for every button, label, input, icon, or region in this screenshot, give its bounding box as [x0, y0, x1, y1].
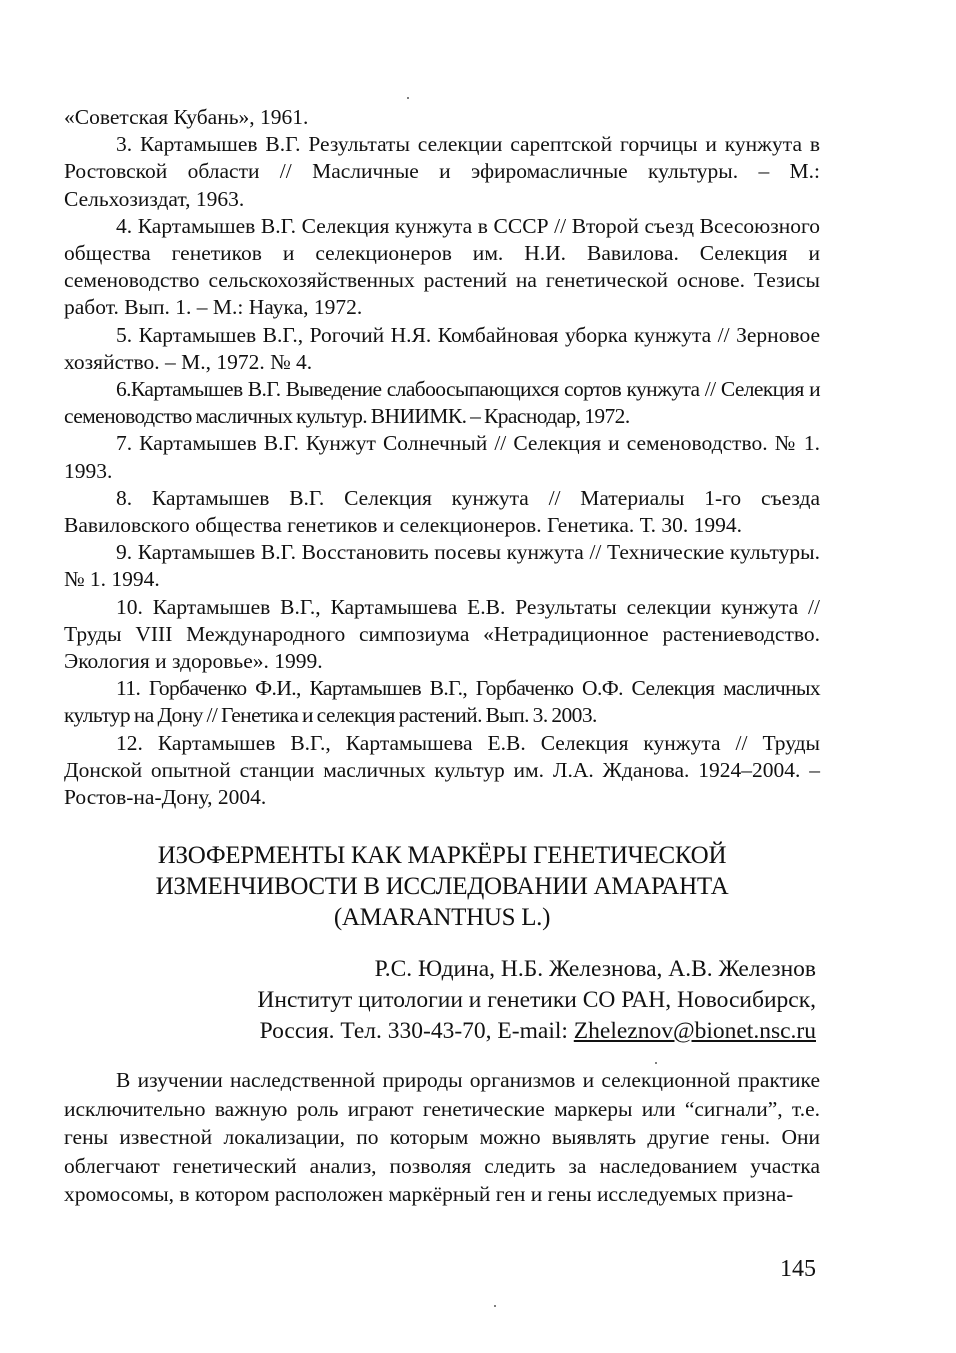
reference-item: 6.Картамышев В.Г. Выведение слабоосыпающихся сортов кунжута // Селекция и семеноводство масличных культур. ВНИИМК. – Краснодар, 1972.: [64, 377, 820, 429]
page-number: 145: [780, 1256, 816, 1282]
scan-speck: [655, 1062, 657, 1064]
scan-speck: [494, 1305, 496, 1307]
reference-item: 5. Картамышев В.Г., Рогочий Н.Я. Комбайновая уборка кунжута // Зерновое хозяйство. – М., 1972. № 4.: [64, 322, 820, 374]
reference-item: 10. Картамышев В.Г., Картамышева Е.В. Результаты селекции кунжута // Труды VIII Международного симпозиума «Нетрадиционное растениеводство. Экология и здоровье». 1999.: [64, 594, 820, 674]
title-line: ИЗМЕНЧИВОСТИ В ИССЛЕДОВАНИИ АМАРАНТА: [155, 873, 729, 900]
authors: Р.С. Юдина, Н.Б. Железнова, А.В. Железнов: [374, 956, 816, 982]
reference-item: 8. Картамышев В.Г. Селекция кунжута // Материалы 1-го съезда Вавиловского общества генетиков и селекционеров. Генетика. Т. 30. 1994.: [64, 485, 820, 538]
article-title: [64, 840, 820, 933]
contact-prefix: Россия. Тел. 330-43-70, E-mail:: [259, 1018, 574, 1044]
reference-item: 4. Картамышев В.Г. Селекция кунжута в СССР // Второй съезд Всесоюзного общества генетиков и селекционеров им. Н.И. Вавилова. Селекция и семеноводство сельскохозяйственных растений на генетической основе. Тезисы работ. Вып. 1. – М.: Наука, 1972.: [64, 213, 820, 320]
reference-list: [64, 104, 820, 811]
reference-item: 12. Картамышев В.Г., Картамышева Е.В. Селекция кунжута // Труды Донской опытной станции масличных культур им. Л.А. Жданова. 1924–2004. – Ростов-на-Дону, 2004.: [64, 730, 820, 810]
reference-item: 9. Картамышев В.Г. Восстановить посевы кунжута // Технические культуры. № 1. 1994.: [64, 540, 820, 592]
email-link[interactable]: Zheleznov@bionet.nsc.ru: [573, 1018, 816, 1044]
reference-item: 7. Картамышев В.Г. Кунжут Солнечный // Селекция и семеноводство. № 1. 1993.: [64, 431, 820, 483]
title-line: (AMARANTHUS L.): [333, 904, 551, 931]
author-block: [64, 954, 816, 1047]
contact-line: [64, 1016, 816, 1047]
article-body: [64, 1066, 820, 1209]
scan-speck: [407, 97, 409, 99]
affiliation: Институт цитологии и генетики СО РАН, Новосибирск,: [257, 987, 816, 1013]
title-line: ИЗОФЕРМЕНТЫ КАК МАРКЁРЫ ГЕНЕТИЧЕСКОЙ: [157, 842, 727, 869]
reference-item: 3. Картамышев В.Г. Результаты селекции сарептской горчицы и кунжута в Ростовской области // Масличные и эфиромасличные культуры. – М.: Сельхозиздат, 1963.: [64, 132, 820, 211]
body-paragraph: В изучении наследственной природы организмов и селекционной практике исключительно важную роль играют генетические маркеры или “сигнали”, т.е. гены известной локализации, по которым можно выявлять другие гены. Они облегчают генетический анализ, позволяя следить за наследованием участка хромосомы, в котором расположен маркёрный ген и гены исследуемых призна-: [64, 1068, 820, 1207]
reference-item: «Советская Кубань», 1961.: [64, 105, 309, 129]
reference-item: 11. Горбаченко Ф.И., Картамышев В.Г., Горбаченко О.Ф. Селекция масличных культур на Дону // Генетика и селекция растений. Вып. 3. 2003.: [64, 676, 820, 728]
